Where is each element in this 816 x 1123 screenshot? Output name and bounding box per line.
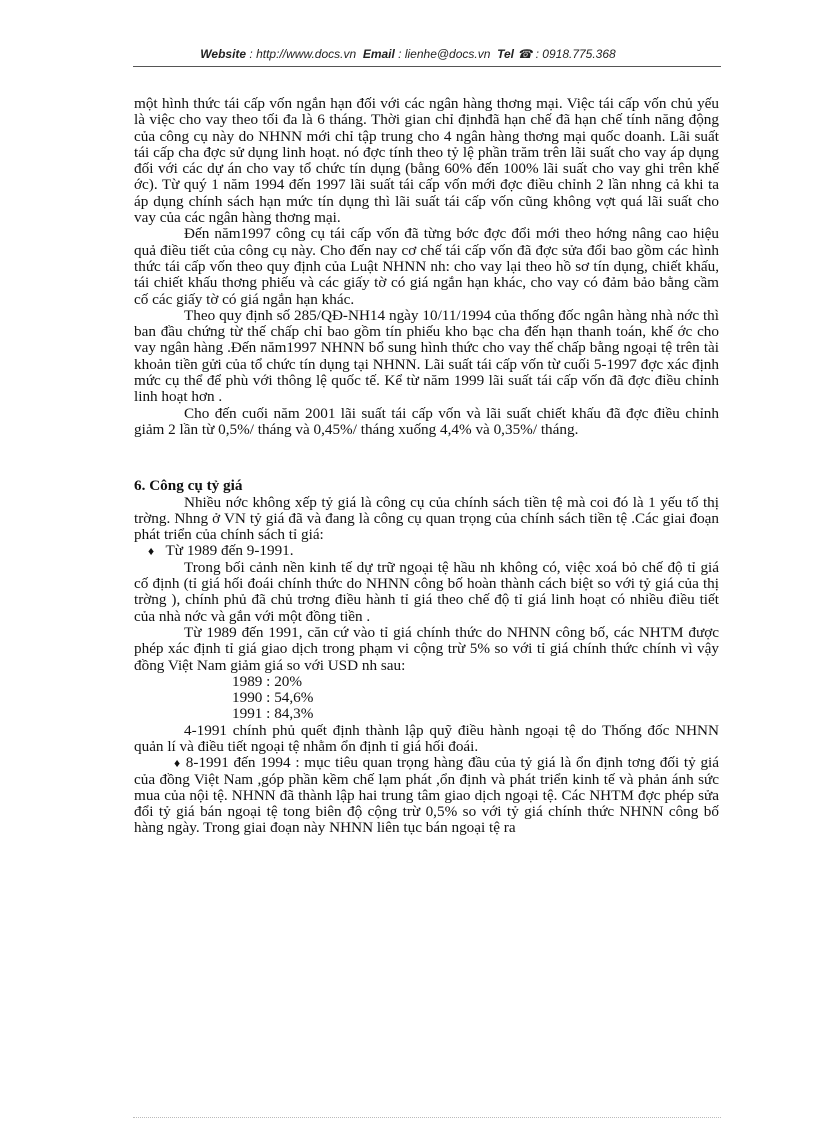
paragraph: Đến năm1997 công cụ tái cấp vốn đã từng bớc đợc đổi mới theo hớng nâng cao hiệu quả điều tiết của công cụ này. Cho đến nay cơ chế tái cấp vốn đã đợc sửa đổi bao gồm các hình thức tái cấp vốn theo quy định của Luật NHNN nh: cho vay lại theo hồ sơ tín dụng, chiết khấu, tái chiết khấu thơng phiếu và các giấy tờ có giá ngắn hạn khác, cho vay có đảm bảo bằng cầm cố các giấy tờ có giá ngắn hạn khác. — [134, 225, 719, 308]
diamond-bullet-icon: ♦ — [174, 756, 182, 771]
website-value[interactable]: : http://www.docs.vn — [249, 47, 357, 61]
header-divider — [133, 66, 721, 67]
email-value[interactable]: : lienhe@docs.vn — [398, 47, 491, 61]
phone-icon: ☎ — [517, 47, 533, 61]
spacer — [134, 454, 719, 470]
paragraph: Theo quy định số 285/QĐ-NH14 ngày 10/11/1994 của thống đốc ngân hàng nhà nớc thì ban đầu chứng từ thế chấp chỉ bao gồm tín phiếu kho bạc cha đến hạn thanh toán, khế ớc cho vay ngân hàng .Đến năm1997 NHNN bổ sung hình thức cho vay thế chấp bằng ngoại tệ trên tài khoản tiền gửi của tổ chức tín dụng tại NHNN. Lãi suất tái cấp vốn từ cuối 5-1997 đợc xác định mức cụ thể để phù với thông lệ quốc tế. Kể từ năm 1999 lãi suất tái cấp vốn đã đợc điều chỉnh linh hoạt hơn . — [134, 306, 719, 406]
paragraph: một hình thức tái cấp vốn ngắn hạn đối với các ngân hàng thơng mại. Việc tái cấp vốn chủ yếu là việc cho vay theo tối đa là 6 tháng. Thời gian chỉ địnhđã hạn chế đã hạn chế tính năng động của công cụ này do NHNN mới chỉ tập trung cho 4 ngân hàng thơng mại quốc doanh. Lãi suất tái cấp cha đợc sử dụng linh hoạt. nó đợc tính theo tỷ lệ phần trăm trên lãi suất cho vay áp dụng đối với các dự án cho vay tổ chức tín dụng (bằng 60% đến 100% lãi suất cho vay ghi trên khế ớc). Từ quý 1 năm 1994 đến 1997 lãi suất tái cấp vốn mới đợc điều chỉnh 2 lần nhng cả khi ta áp dụng chính sách hạn mức tín dụng thì lãi suất tái cấp vốn cũng không vợt quá lãi suất cho vay của các ngân hàng thơng mại. — [134, 95, 719, 227]
section-heading: 6. Công cụ tỷ giá — [134, 477, 243, 495]
paragraph: Cho đến cuối năm 2001 lãi suất tái cấp vốn và lãi suất chiết khấu đã đợc điều chỉnh giảm 2 lần từ 0,5%/ tháng và 0,45%/ tháng xuống 4,4% và 0,35%/ tháng. — [134, 404, 719, 438]
bullet-text: 8-1991 đến 1994 : mục tiêu quan trọng hàng đầu của tỷ giá là ổn định tơng đối tỷ giá của đồng Việt Nam ,góp phần kềm chế lạm phát ,ổn định và phát triển kinh tế và phản ánh sức mua của nội tệ. NHNN đã thành lập hai trung tâm giao dịch ngoại tệ. Các NHTM đợc phép sửa đổi tỷ giá bán ngoại tệ tong biên độ cộng trừ 0,5% so với tỷ giá chính thức NHNN công bố hàng ngày. Trong giai đoạn này NHNN liên tục bán ngoại tệ ra — [134, 754, 720, 837]
diamond-bullet-icon: ♦ — [148, 544, 155, 559]
email-label: Email — [362, 47, 395, 61]
page-header — [0, 47, 816, 61]
rate-row: 1991 : 84,3% — [232, 705, 314, 723]
document-body — [134, 96, 719, 837]
rate-row: 1989 : 20% — [232, 672, 303, 690]
website-label: Website — [200, 47, 247, 61]
paragraph: Từ 1989 đến 1991, căn cứ vào tỉ giá chính thức do NHNN công bố, các NHTM được phép xác định tỉ giá giao dịch trong phạm vi cộng trừ 5% so với tỉ giá chính thức chính vì vậy đồng Việt Nam giảm giá so với USD nh sau: — [134, 623, 719, 674]
rate-list — [232, 674, 719, 723]
bullet-item — [134, 543, 719, 559]
tel-value: : 0918.775.368 — [535, 47, 616, 61]
bullet-text: Từ 1989 đến 9-1991. — [165, 542, 294, 560]
tel-label: Tel — [497, 47, 514, 61]
paragraph: Trong bối cảnh nền kinh tế dự trữ ngoại tệ hầu nh không có, việc xoá bỏ chế độ tỉ giá cố định (tỉ giá hối đoái chính thức do NHNN công bố hoàn thành cách biệt so với tỷ giá của thị trờng ), chính phủ đã chủ trơng điều hành tỉ giá theo chế độ tỉ giá linh hoạt có nhiều điều tiết của nhà nớc và gắn với một đồng tiền . — [134, 558, 719, 625]
paragraph: Nhiều nớc không xếp tỷ giá là công cụ của chính sách tiền tệ mà coi đó là 1 yếu tố thị trờng. Nhng ở VN tỷ giá đã và đang là công cụ quan trọng của chính sách tiền tệ .Các giai đoạn phát triển của chính sách tỉ giá: — [134, 493, 719, 544]
spacer — [134, 438, 719, 454]
rate-row: 1990 : 54,6% — [232, 689, 314, 707]
footer-divider — [133, 1117, 721, 1118]
paragraph: 4-1991 chính phủ quết định thành lập quỹ điều hành ngoại tệ do Thống đốc NHNN quản lí và điều tiết ngoại tệ nhằm ổn định tỉ giá hối đoái. — [134, 721, 719, 755]
bullet-item — [134, 755, 719, 836]
